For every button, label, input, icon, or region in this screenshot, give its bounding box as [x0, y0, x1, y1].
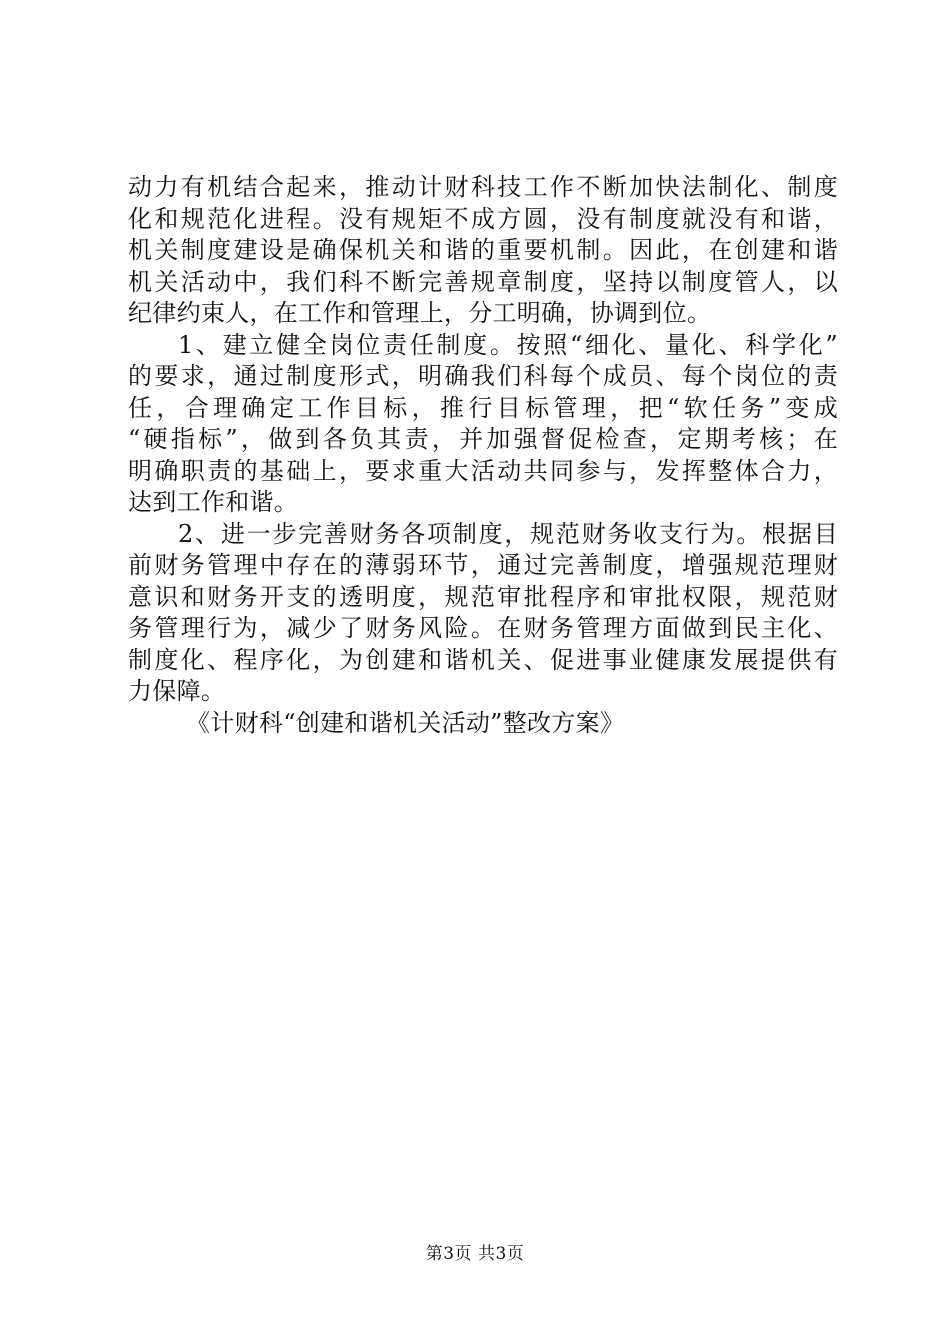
- text-line: 制度化、程序化，为创建和谐机关、促进事业健康发展提供有: [128, 645, 838, 674]
- text-line: 的要求，通过制度形式，明确我们科每个成员、每个岗位的责: [128, 362, 838, 390]
- text-line: “硬指标”，做到各负其责，并加强督促检查，定期考核；在: [128, 425, 838, 453]
- text-line: 机关制度建设是确保机关和谐的重要机制。因此，在创建和谐: [128, 236, 838, 264]
- text-line: 务管理行为，减少了财务风险。在财务管理方面做到民主化、: [128, 614, 838, 642]
- text-line: 意识和财务开支的透明度，规范审批程序和审批权限，规范财: [128, 582, 838, 611]
- text-line: 动力有机结合起来，推动计财科技工作不断加快法制化、制度: [128, 173, 838, 201]
- text-line: 达到工作和谐。: [128, 488, 299, 516]
- text-line: 机关活动中，我们科不断完善规章制度，坚持以制度管人，以: [128, 267, 838, 296]
- text-line: 明确职责的基础上，要求重大活动共同参与，发挥整体合力，: [128, 456, 838, 485]
- text-line: 纪律约束人，在工作和管理上，分工明确，协调到位。: [128, 299, 712, 327]
- text-line: 任，合理确定工作目标，推行目标管理，把“软任务”变成: [128, 393, 838, 422]
- page-number-footer: 第3页 共3页: [425, 1244, 525, 1264]
- text-line-paragraph-start: 1、建立健全岗位责任制度。按照“细化、量化、科学化”: [178, 330, 838, 359]
- text-line: 化和规范化进程。没有规矩不成方圆，没有制度就没有和谐，: [128, 204, 838, 233]
- text-line: 力保障。: [128, 677, 226, 705]
- text-line-paragraph-start: 2、进一步完善财务各项制度，规范财务收支行为。根据目: [178, 519, 838, 548]
- document-body: [128, 172, 838, 739]
- text-line: 前财务管理中存在的薄弱环节，通过完善制度，增强规范理财: [128, 551, 838, 579]
- document-title-line: 《计财科“创建和谐机关活动”整改方案》: [186, 708, 625, 737]
